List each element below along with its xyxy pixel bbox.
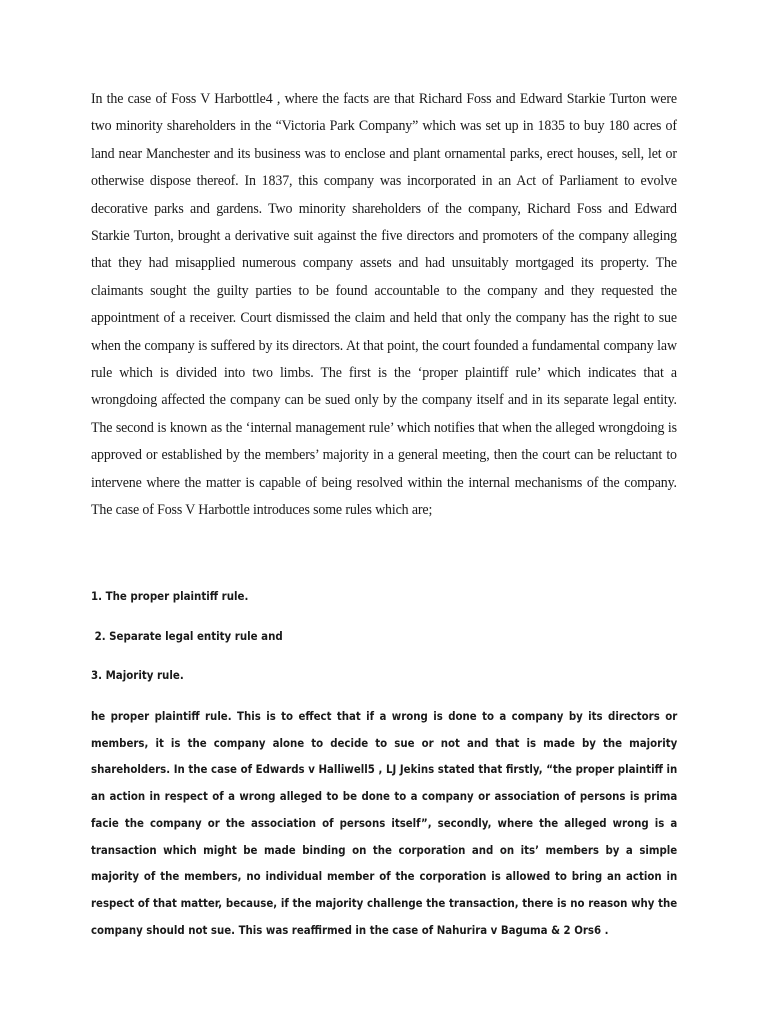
list-item-majority-rule: 3. Majority rule. <box>91 668 184 682</box>
list-item-separate-legal-entity-rule: 2. Separate legal entity rule and <box>91 629 283 643</box>
body-paragraph-proper-plaintiff-rule: he proper plaintiff rule. This is to effect that if a wrong is done to a company by its directors or members, it is the company alone to decide to sue or not and that is made by the majority shareholders. In the case of Edwards v Halliwell5 , LJ Jekins stated that firstly, “the proper plaintiff in an action in respect of a wrong alleged to be done to a company or association of persons is prima facie the company or the association of persons itself”, secondly, where the alleged wrong is a transaction which might be made binding on the corporation and on its’ members by a simple majority of the members, no individual member of the corporation is allowed to bring an action in respect of that matter, because, if the majority challenge the transaction, there is no reason why the company should not sue. This was reaffirmed in the case of Nahurira v Baguma & 2 Ors6 . <box>91 709 678 937</box>
body-paragraph-foss-v-harbottle: In the case of Foss V Harbottle4 , where the facts are that Richard Foss and Edward Starkie Turton were two minority shareholders in the “Victoria Park Company” which was set up in 1835 to buy 180 acres of land near Manchester and its business was to enclose and plant ornamental parks, erect houses, sell, let or otherwise dispose thereof. In 1837, this company was incorporated in an Act of Parliament to evolve decorative parks and gardens. Two minority shareholders of the company, Richard Foss and Edward Starkie Turton, brought a derivative suit against the five directors and promoters of the company alleging that they had misapplied numerous company assets and had unsuitably mortgaged its property. The claimants sought the guilty parties to be found accountable to the company and they requested the appointment of a receiver. Court dismissed the claim and held that only the company has the right to sue when the company is suffered by its directors. At that point, the court founded a fundamental company law rule which is divided into two limbs. The first is the ‘proper plaintiff rule’ which indicates that a wrongdoing affected the company can be sued only by the company itself and in its separate legal entity. The second is known as the ‘internal management rule’ which notifies that when the alleged wrongdoing is approved or established by the members’ majority in a general meeting, then the court can be reluctant to intervene where the matter is capable of being resolved within the internal mechanisms of the company. The case of Foss V Harbottle introduces some rules which are; <box>91 91 677 519</box>
list-item-proper-plaintiff-rule: 1. The proper plaintiff rule. <box>91 589 249 603</box>
document-page <box>91 86 678 937</box>
